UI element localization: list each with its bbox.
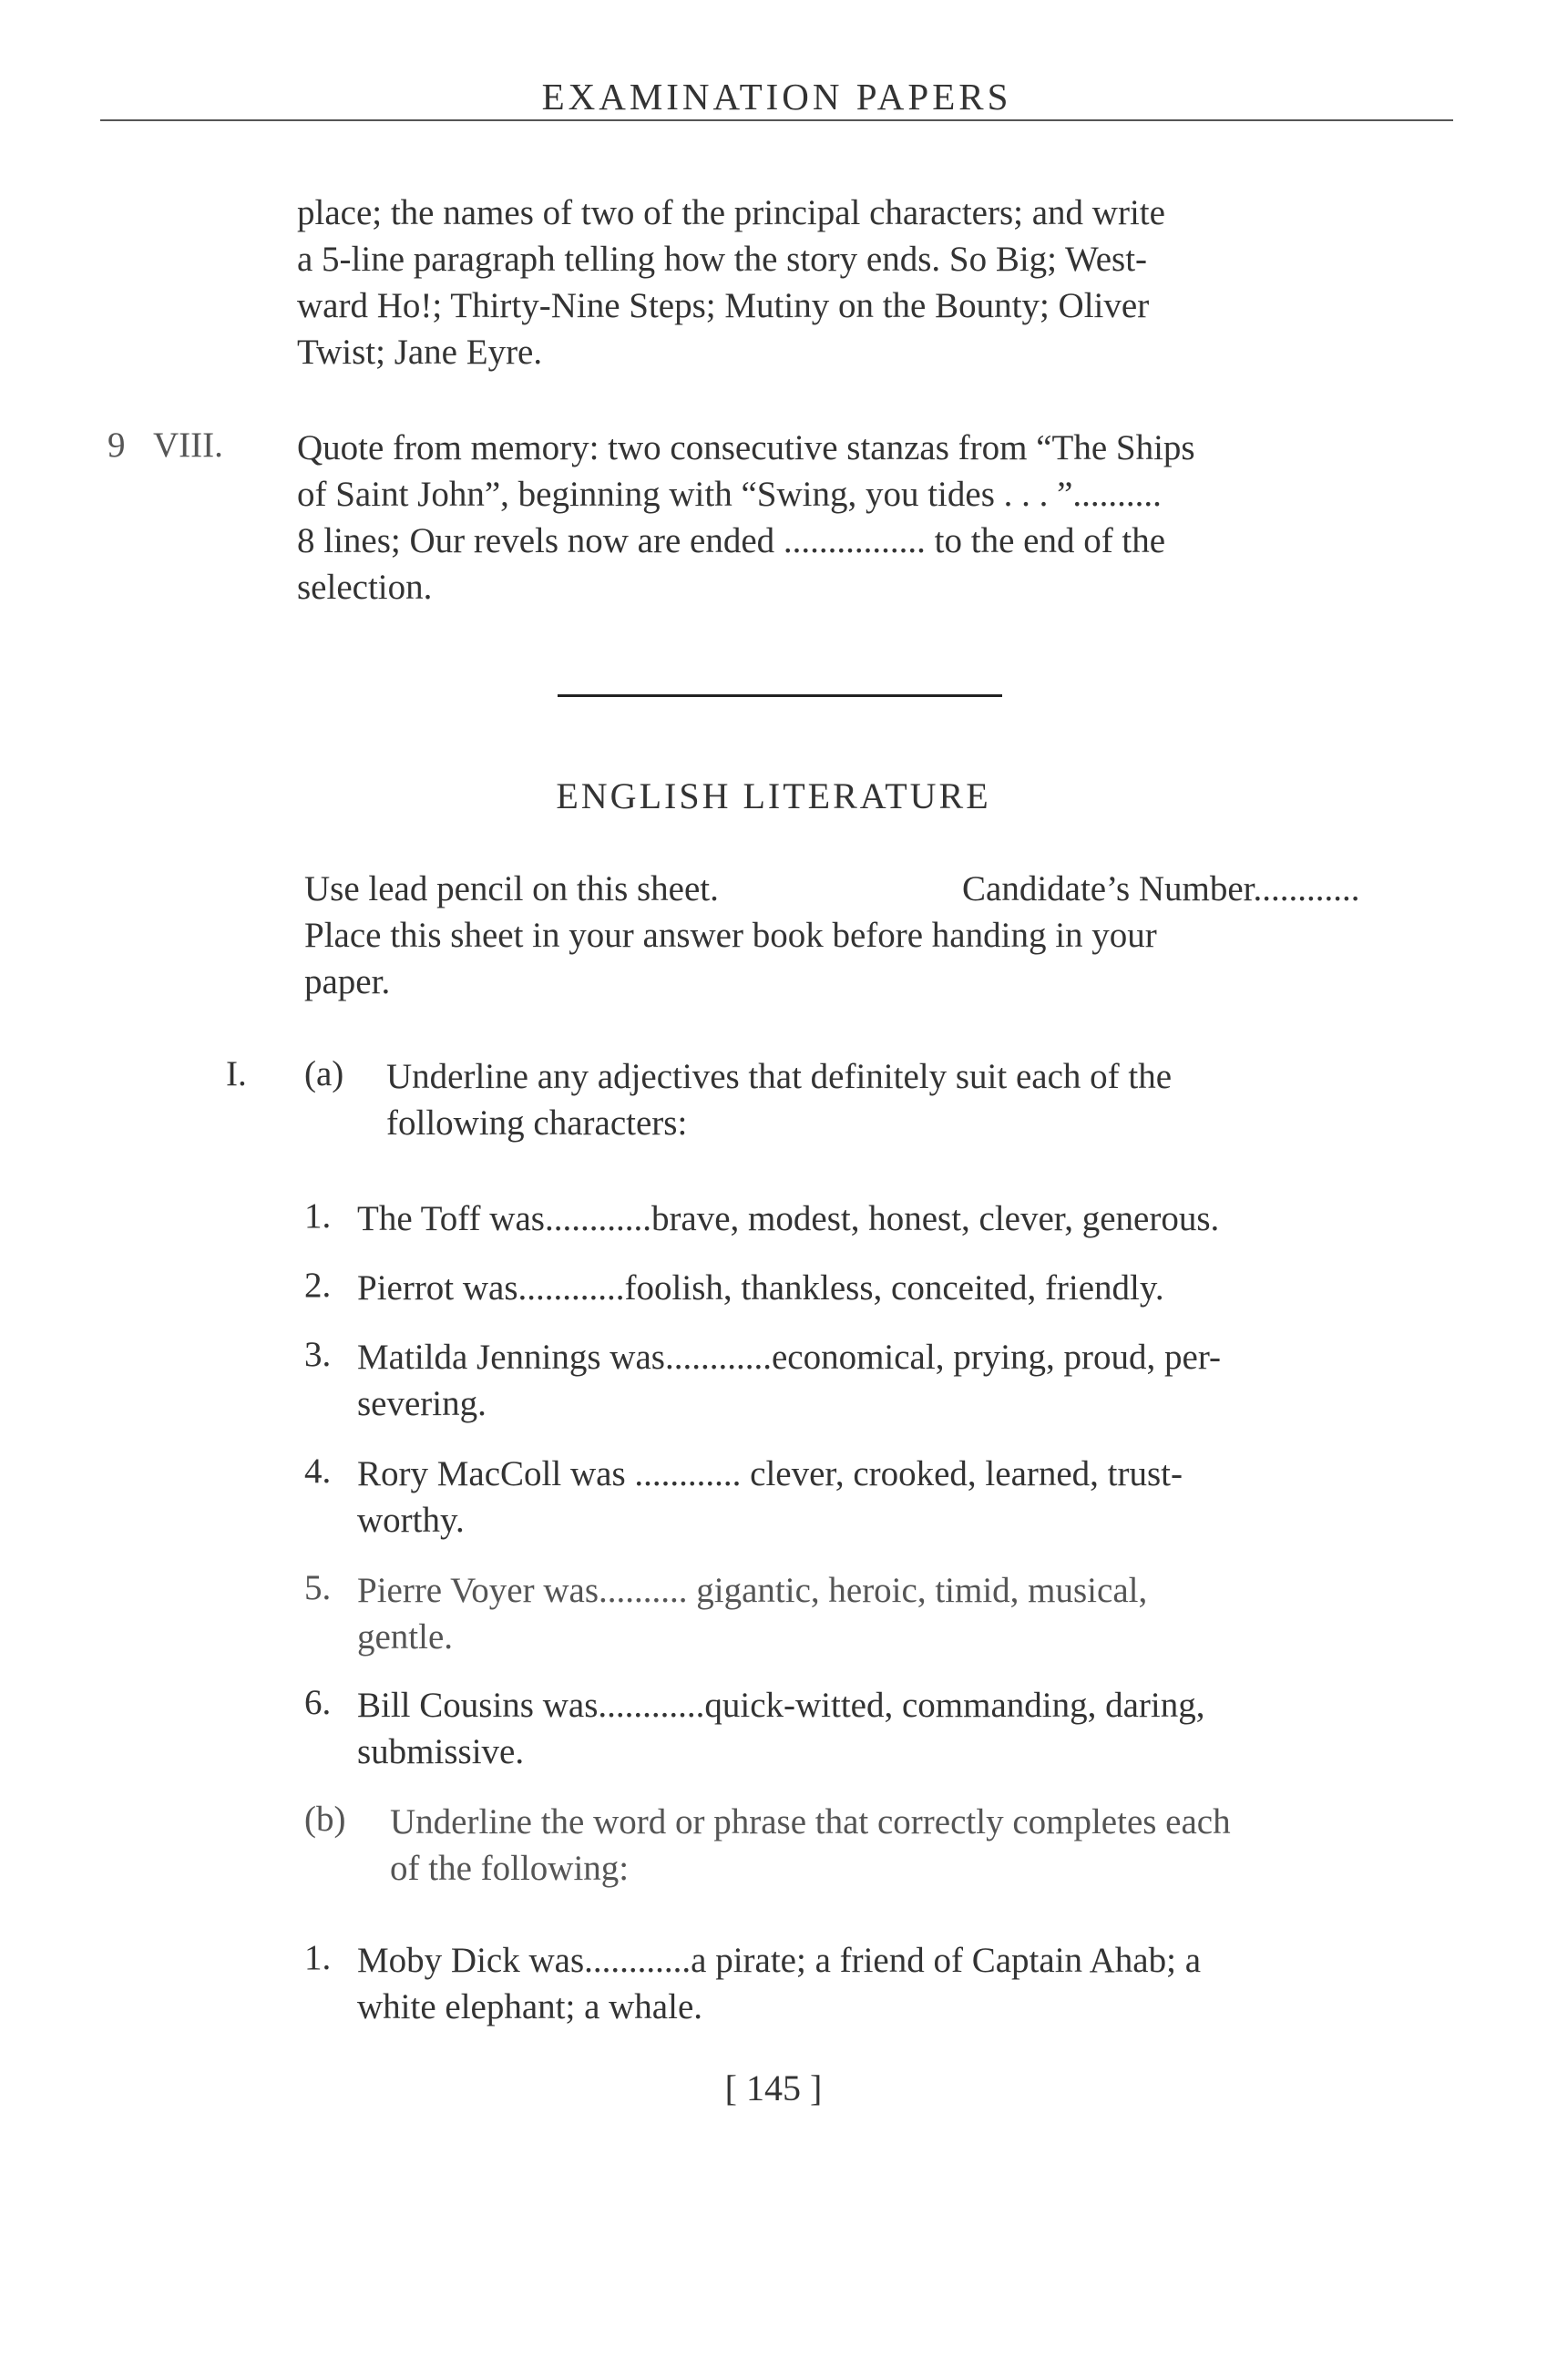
subpart-a-instructions [386,1053,1454,1146]
page-number: [ 145 ] [724,2067,823,2108]
text-line: Place this sheet in your answer book before handing in your [304,916,1157,955]
question-marks: 9 [108,426,126,465]
item-number: 1. [304,1938,332,1977]
text-line: white elephant; a whale. [357,1987,703,2026]
text-line: The Toff was............brave, modest, honest, clever, generous. [357,1199,1220,1238]
item-number: 1. [304,1196,332,1236]
item-number: 4. [304,1452,332,1491]
text-line: Moby Dick was............a pirate; a friend of Captain Ahab; a [357,1941,1202,1980]
question-number: VIII. [153,426,223,465]
subpart-label-b: (b) [304,1800,346,1839]
text-line: ward Ho!; Thirty-Nine Steps; Mutiny on the Bounty; Oliver [297,286,1150,325]
character-item [357,1334,1454,1427]
text-line: Quote from memory: two consecutive stanzas from “The Ships [297,428,1195,467]
text-line: of Saint John”, beginning with “Swing, you tides . . . ”.......... [297,475,1162,514]
text-line: submissive. [357,1732,525,1771]
completion-item [357,1937,1454,2030]
part-number: I. [226,1054,247,1093]
character-item [357,1567,1454,1660]
instructions [304,866,1454,1005]
item-number: 5. [304,1568,332,1607]
text-line: severing. [357,1384,487,1423]
text-line: Underline any adjectives that definitely suit each of the [386,1057,1173,1096]
subpart-b-instructions [390,1799,1454,1892]
text-line: Twist; Jane Eyre. [297,333,543,372]
text-line: Pierre Voyer was.......... gigantic, heroic, timid, musical, [357,1571,1148,1610]
section-title: ENGLISH LITERATURE [556,775,991,816]
section-divider [558,694,1002,697]
header-rule [100,119,1453,121]
text-line: Matilda Jennings was............economical, prying, proud, per- [357,1338,1222,1377]
text-line: worthy. [357,1501,465,1540]
instructions-first-line [304,866,1454,912]
text-line: paper. [304,962,391,1001]
running-header: EXAMINATION PAPERS [541,76,1012,118]
character-item [357,1195,1454,1242]
candidate-number-field: Candidate’s Number............ [962,869,1360,908]
lead-pencil-note: Use lead pencil on this sheet. [304,869,719,908]
text-line: Rory MacColl was ............ clever, crooked, learned, trust- [357,1454,1183,1493]
item-number: 6. [304,1683,332,1722]
character-item [357,1265,1454,1311]
text-line: place; the names of two of the principal characters; and write [297,193,1165,232]
text-line: selection. [297,568,433,607]
text-line: Bill Cousins was............quick-witted, commanding, daring, [357,1686,1205,1725]
text-line: 8 lines; Our revels now are ended ................ to the end of the [297,521,1166,560]
item-number: 3. [304,1335,332,1374]
text-line: Underline the word or phrase that correctly completes each [390,1802,1231,1841]
text-line: of the following: [390,1849,630,1888]
item-number: 2. [304,1266,332,1305]
question-viii-text [297,425,1452,610]
text-line: following characters: [386,1103,688,1143]
subpart-label-a: (a) [304,1054,344,1093]
text-line: gentle. [357,1617,454,1657]
character-item [357,1682,1454,1775]
continuation-paragraph [297,190,1452,375]
text-line: Pierrot was............foolish, thankless, conceited, friendly. [357,1268,1164,1308]
text-line: a 5-line paragraph telling how the story ends. So Big; West- [297,240,1148,279]
character-item [357,1451,1454,1544]
